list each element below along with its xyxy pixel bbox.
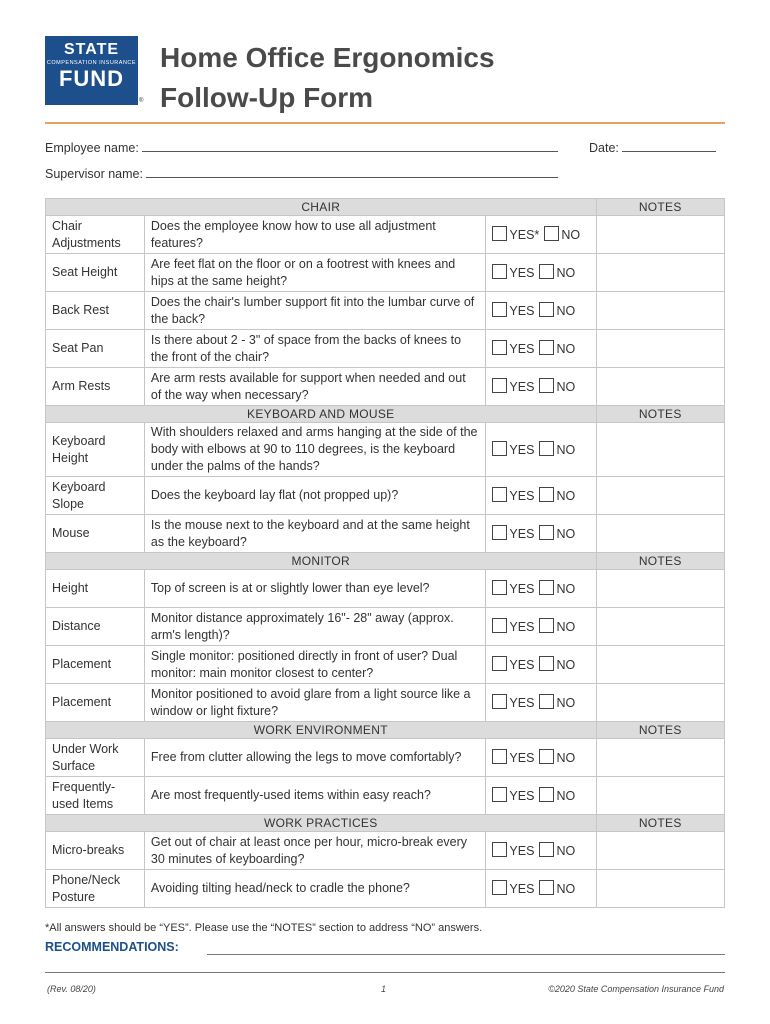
notes-cell[interactable] [596,330,724,368]
row-question: Get out of chair at least once per hour, micro-break every 30 minutes of keyboarding? [144,832,486,870]
row-category: Seat Pan [46,330,145,368]
yes-checkbox[interactable] [492,787,507,802]
no-label: NO [556,750,576,765]
row-question: With shoulders relaxed and arms hanging at the side of the body with elbows at 90 to 110 degrees, is the keyboard under the palms of the hands? [144,423,486,477]
table-row [46,646,725,684]
yes-label: YES [509,657,535,672]
yes-label: YES [509,341,535,356]
notes-cell[interactable] [596,739,724,777]
section-header-keyboard [46,406,725,423]
yes-checkbox[interactable] [492,656,507,671]
yes-label: YES* [509,227,540,242]
recommendations-label: RECOMMENDATIONS: [45,940,179,954]
notes-cell[interactable] [596,646,724,684]
table-row [46,254,725,292]
answer-cell [486,368,596,406]
row-question: Free from clutter allowing the legs to move comfortably? [144,739,486,777]
notes-cell[interactable] [596,608,724,646]
notes-header: NOTES [596,553,724,570]
row-question: Avoiding tilting head/neck to cradle the phone? [144,870,486,908]
row-category: Seat Height [46,254,145,292]
section-title: KEYBOARD AND MOUSE [46,406,597,423]
supervisor-name-row [45,166,558,181]
answer-cell [486,646,596,684]
row-question: Is the mouse next to the keyboard and at the same height as the keyboard? [144,515,486,553]
page-title-line2: Follow-Up Form [160,82,374,113]
yes-label: YES [509,619,535,634]
row-category: Frequently-used Items [46,777,145,815]
yes-checkbox[interactable] [492,618,507,633]
yes-label: YES [509,442,535,457]
yes-label: YES [509,581,535,596]
no-label: NO [556,265,576,280]
yes-checkbox[interactable] [492,749,507,764]
date-row [589,140,716,155]
section-header-chair [46,199,725,216]
table-row [46,423,725,477]
supervisor-name-label: Supervisor name: [45,167,143,181]
row-question: Does the employee know how to use all adjustment features? [144,216,486,254]
no-checkbox[interactable] [539,842,554,857]
answer-cell [486,515,596,553]
no-label: NO [556,526,576,541]
yes-checkbox[interactable] [492,264,507,279]
logo-fund-text: FUND [58,66,125,91]
section-title: WORK ENVIRONMENT [46,722,597,739]
no-checkbox[interactable] [539,302,554,317]
table-row [46,216,725,254]
notes-header: NOTES [596,406,724,423]
answer-cell [486,684,596,722]
table-row [46,368,725,406]
row-question: Monitor positioned to avoid glare from a light source like a window or light fixture? [144,684,486,722]
row-category: Micro-breaks [46,832,145,870]
table-row [46,477,725,515]
row-question: Single monitor: positioned directly in front of user? Dual monitor: main monitor closest to center? [144,646,486,684]
yes-label: YES [509,488,535,503]
no-checkbox[interactable] [539,656,554,671]
yes-label: YES [509,788,535,803]
yes-checkbox[interactable] [492,226,507,241]
yes-checkbox[interactable] [492,378,507,393]
ergonomics-checklist-table [45,198,725,908]
notes-cell[interactable] [596,292,724,330]
revision-text: (Rev. 08/20) [47,984,96,994]
recommendations-field[interactable] [207,954,725,955]
no-checkbox[interactable] [539,264,554,279]
no-checkbox[interactable] [539,441,554,456]
logo-trademark: ® [139,98,144,104]
section-title: CHAIR [46,199,597,216]
yes-checkbox[interactable] [492,340,507,355]
table-row [46,739,725,777]
notes-cell[interactable] [596,368,724,406]
answer-cell [486,423,596,477]
row-category: Keyboard Height [46,423,145,477]
table-row [46,570,725,608]
no-label: NO [556,695,576,710]
no-checkbox[interactable] [539,525,554,540]
row-category: Distance [46,608,145,646]
row-category: Chair Adjustments [46,216,145,254]
footnote: *All answers should be “YES”. Please use the “NOTES” section to address “NO” answers. [45,922,483,934]
yes-label: YES [509,750,535,765]
no-checkbox[interactable] [544,226,559,241]
employee-name-field[interactable] [142,140,558,152]
notes-cell[interactable] [596,254,724,292]
answer-cell [486,216,596,254]
table-row [46,684,725,722]
notes-cell[interactable] [596,515,724,553]
row-question: Top of screen is at or slightly lower than eye level? [144,570,486,608]
no-checkbox[interactable] [539,340,554,355]
row-question: Is there about 2 - 3" of space from the backs of knees to the front of the chair? [144,330,486,368]
date-field[interactable] [622,140,716,152]
notes-cell[interactable] [596,870,724,908]
yes-checkbox[interactable] [492,441,507,456]
copyright-text: ©2020 State Compensation Insurance Fund [548,984,724,994]
row-question: Does the keyboard lay flat (not propped up)? [144,477,486,515]
table-row [46,330,725,368]
no-label: NO [561,227,581,242]
state-fund-logo [45,36,138,105]
row-category: Keyboard Slope [46,477,145,515]
no-checkbox[interactable] [539,487,554,502]
notes-cell[interactable] [596,477,724,515]
no-label: NO [556,303,576,318]
section-title: WORK PRACTICES [46,815,597,832]
no-checkbox[interactable] [539,580,554,595]
page-title-line1: Home Office Ergonomics [160,42,495,73]
row-category: Placement [46,646,145,684]
logo-subtitle-text: COMPENSATION INSURANCE [46,60,137,66]
row-category: Back Rest [46,292,145,330]
answer-cell [486,739,596,777]
yes-checkbox[interactable] [492,302,507,317]
row-category: Placement [46,684,145,722]
date-label: Date: [589,141,619,155]
yes-checkbox[interactable] [492,525,507,540]
answer-cell [486,777,596,815]
table-row [46,832,725,870]
no-label: NO [556,657,576,672]
yes-checkbox[interactable] [492,487,507,502]
answer-cell [486,254,596,292]
employee-name-row [45,140,558,155]
answer-cell [486,330,596,368]
row-question: Are arm rests available for support when needed and out of the way when necessary? [144,368,486,406]
section-title: MONITOR [46,553,597,570]
employee-name-label: Employee name: [45,141,139,155]
row-category: Phone/Neck Posture [46,870,145,908]
no-checkbox[interactable] [539,880,554,895]
row-category: Under Work Surface [46,739,145,777]
yes-label: YES [509,526,535,541]
no-checkbox[interactable] [539,618,554,633]
table-row [46,777,725,815]
notes-cell[interactable] [596,684,724,722]
no-label: NO [556,488,576,503]
row-category: Height [46,570,145,608]
logo-state-text: STATE [63,41,120,58]
answer-cell [486,292,596,330]
no-label: NO [556,442,576,457]
notes-cell[interactable] [596,832,724,870]
notes-cell[interactable] [596,570,724,608]
supervisor-name-field[interactable] [146,166,558,178]
no-label: NO [556,788,576,803]
notes-header: NOTES [596,199,724,216]
no-label: NO [556,581,576,596]
yes-checkbox[interactable] [492,880,507,895]
row-question: Does the chair's lumber support fit into the lumbar curve of the back? [144,292,486,330]
answer-cell [486,608,596,646]
yes-checkbox[interactable] [492,694,507,709]
yes-label: YES [509,695,535,710]
section-header-monitor [46,553,725,570]
no-checkbox[interactable] [539,787,554,802]
yes-checkbox[interactable] [492,580,507,595]
page-number: 1 [381,984,387,994]
no-checkbox[interactable] [539,378,554,393]
no-checkbox[interactable] [539,749,554,764]
yes-label: YES [509,379,535,394]
header-divider [45,122,725,124]
no-label: NO [556,341,576,356]
answer-cell [486,477,596,515]
page-title [160,38,600,118]
notes-header: NOTES [596,722,724,739]
section-header-practices [46,815,725,832]
yes-label: YES [509,303,535,318]
no-label: NO [556,379,576,394]
yes-label: YES [509,881,535,896]
no-label: NO [556,881,576,896]
table-row [46,608,725,646]
yes-label: YES [509,265,535,280]
no-label: NO [556,619,576,634]
notes-cell[interactable] [596,216,724,254]
table-row [46,292,725,330]
row-question: Monitor distance approximately 16"- 28" away (approx. arm's length)? [144,608,486,646]
row-question: Are feet flat on the floor or on a footrest with knees and hips at the same height? [144,254,486,292]
yes-checkbox[interactable] [492,842,507,857]
answer-cell [486,870,596,908]
no-checkbox[interactable] [539,694,554,709]
answer-cell [486,832,596,870]
row-category: Mouse [46,515,145,553]
recommendations-field-line2[interactable] [45,972,725,973]
notes-cell[interactable] [596,423,724,477]
yes-label: YES [509,843,535,858]
notes-header: NOTES [596,815,724,832]
answer-cell [486,570,596,608]
table-row [46,870,725,908]
row-question: Are most frequently-used items within easy reach? [144,777,486,815]
no-label: NO [556,843,576,858]
section-header-environment [46,722,725,739]
row-category: Arm Rests [46,368,145,406]
notes-cell[interactable] [596,777,724,815]
table-row [46,515,725,553]
